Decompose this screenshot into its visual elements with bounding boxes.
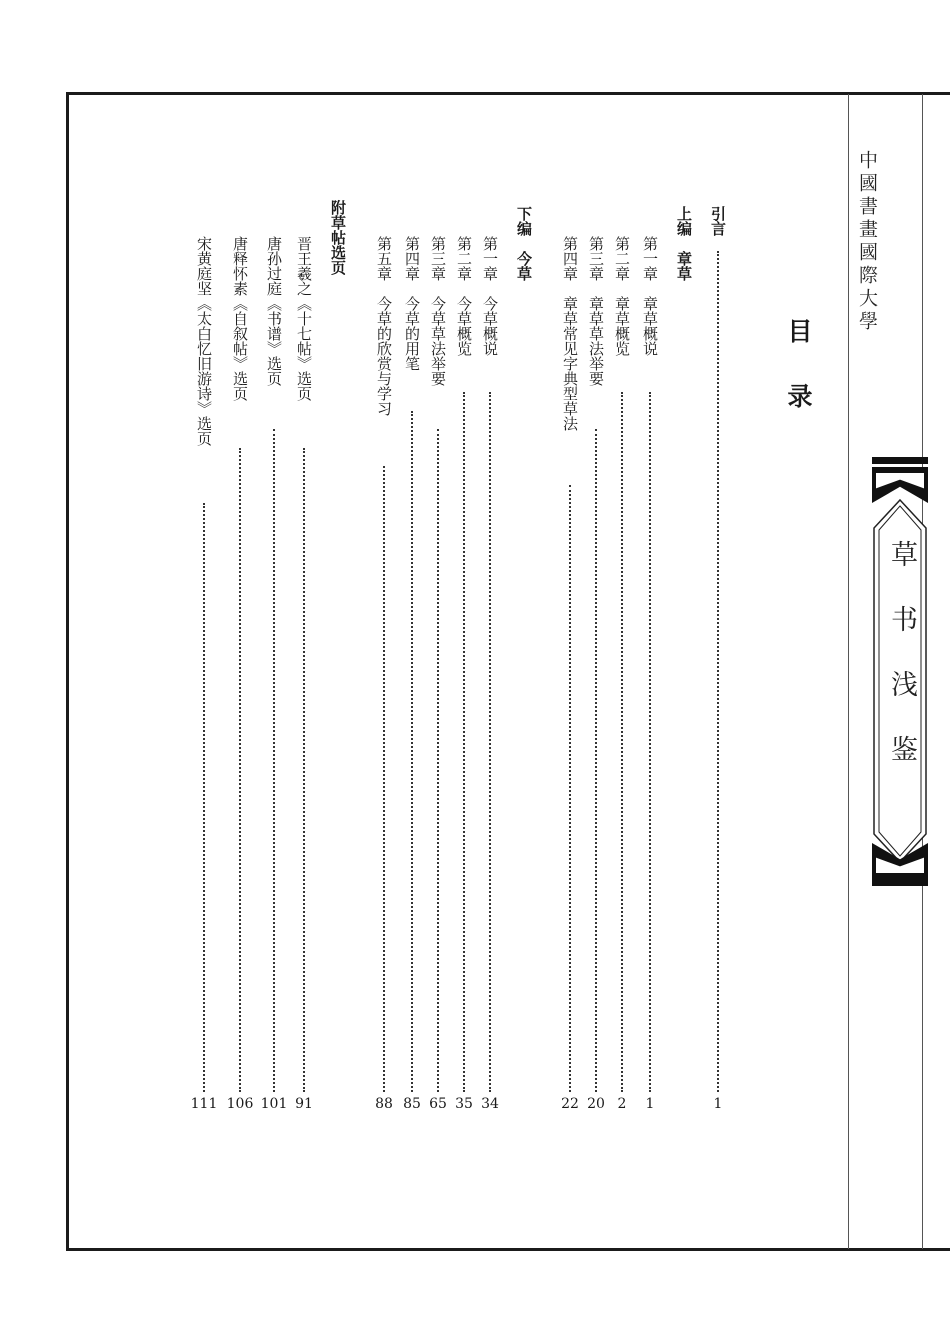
toc-leader-dots [203,503,205,1092]
toc-leader-dots [463,392,465,1092]
toc-page-number: 106 [226,1096,254,1112]
book-title: 草书浅鉴 [886,540,917,800]
toc-leader-dots [383,466,385,1092]
toc-page-number: 111 [190,1096,218,1112]
toc-leader-dots [437,429,439,1092]
toc-leader-dots [303,448,305,1093]
toc-page-number: 88 [375,1096,393,1112]
toc-entry-title: 宋黄庭坚《太白忆旧游诗》选页 [195,236,213,446]
toc-page-number: 22 [561,1096,579,1112]
toc-leader-dots [621,392,623,1092]
toc-page-number: 1 [713,1096,723,1112]
toc-entry-title: 第五章 今草的欣赏与学习 [375,236,393,416]
toc-leader-dots [411,411,413,1093]
toc-page-number: 2 [617,1096,627,1112]
toc-entry-title: 晋王羲之《十七帖》选页 [295,236,313,401]
toc-page-number: 35 [455,1096,473,1112]
toc-leader-dots [649,392,651,1092]
toc-page-number: 34 [481,1096,499,1112]
deco-bar-bottom [872,879,928,886]
toc-page-number: 91 [295,1096,313,1112]
toc-entry-title: 第二章 章草概览 [613,236,631,356]
toc-entry-title: 第三章 章草草法举要 [587,236,605,386]
toc-entry-title: 第一章 今草概说 [481,236,499,356]
toc-leader-dots [717,251,719,1092]
toc-leader-dots [569,485,571,1093]
toc-page-number: 1 [645,1096,655,1112]
toc-entry-title: 第四章 今草的用笔 [403,236,421,371]
spine-divider-left [848,94,849,1249]
toc-entry-title: 第一章 章草概说 [641,236,659,356]
toc-entry-title: 附草帖选页 [329,200,347,275]
toc-entry-title: 引言 [709,206,727,236]
university-name: 中國書畫國際大學 [856,150,878,334]
toc-entry-title: 唐释怀素《自叙帖》选页 [231,236,249,401]
toc-leader-dots [595,429,597,1092]
toc-entry-title: 第三章 今草草法举要 [429,236,447,386]
toc-page-number: 65 [429,1096,447,1112]
toc-page-number: 85 [403,1096,421,1112]
toc-entry-title: 上编 章草 [675,206,693,281]
toc-leader-dots [239,448,241,1093]
toc-title: 目录 [784,318,813,448]
toc-page-number: 101 [260,1096,288,1112]
toc-leader-dots [273,429,275,1092]
toc-entry-title: 下编 今草 [515,206,533,281]
toc-entry-title: 唐孙过庭《书谱》选页 [265,236,283,386]
toc-page-number: 20 [587,1096,605,1112]
deco-bar-top [872,457,928,464]
toc-leader-dots [489,392,491,1092]
toc-entry-title: 第二章 今草概览 [455,236,473,356]
toc-entry-title: 第四章 章草常见字典型草法 [561,236,579,431]
